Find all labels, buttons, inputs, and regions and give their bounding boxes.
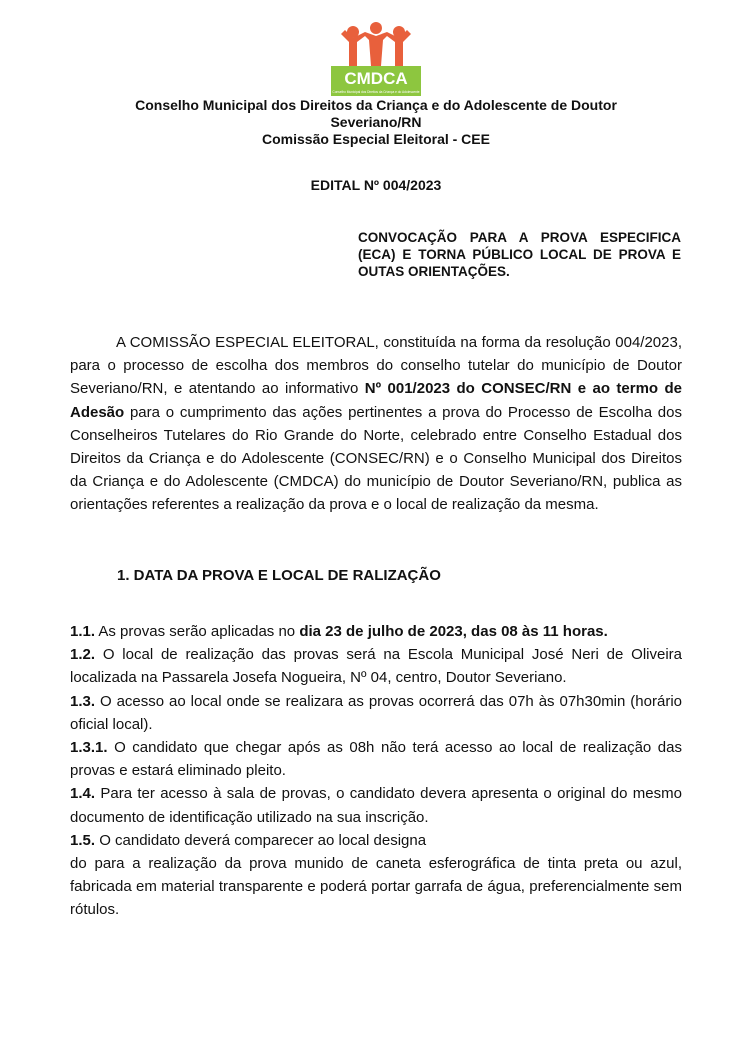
- item-number: 1.3.1.: [70, 739, 108, 757]
- convocacao-subject: CONVOCAÇÃO PARA A PROVA ESPECIFICA (ECA) E TORNA PÚBLICO LOCAL DE PROVA E OUTAS ORIENTAÇÕES.: [358, 230, 681, 279]
- item-number: 1.5.: [70, 831, 96, 849]
- document-header: [70, 97, 682, 148]
- header-line-3: Comissão Especial Eleitoral - CEE: [262, 131, 490, 147]
- edital-number: EDITAL Nº 004/2023: [310, 177, 442, 193]
- item-text: O acesso ao local onde se realizara as provas ocorrerá das 07h às 07h30min (horário oficial local).: [70, 692, 682, 733]
- item-text: Para ter acesso à sala de provas, o candidato devera apresenta o original do mesmo documento de identificação utilizado na sua inscrição.: [70, 785, 682, 826]
- item-1-2: [70, 643, 682, 689]
- item-1-4: [70, 782, 682, 828]
- section-1-title: 1. DATA DA PROVA E LOCAL DE RALIZAÇÃO: [117, 567, 441, 584]
- intro-text-a: A COMISSÃO ESPECIAL ELEITORAL, constituída na forma da resolução 004/2023, para o processo de escolha dos membros do conselho tutelar do município de Doutor Severiano/RN, e atentando ao informativo: [70, 334, 682, 398]
- item-text: As provas serão aplicadas no: [95, 623, 300, 640]
- item-1-5-continued: do para a realização da prova munido de caneta esferográfica de tinta preta ou azul, fabricada em material transparente e poderá portar garrafa de água, preferencialmente sem rótulos.: [70, 855, 682, 919]
- item-1-1: [70, 620, 682, 643]
- intro-text-bold: Nº 001/2023 do CONSEC/RN e ao termo de Adesão: [70, 380, 683, 421]
- cmdca-logo: [331, 22, 421, 96]
- item-number: 1.3.: [70, 692, 96, 710]
- item-1-3-1: [70, 736, 682, 782]
- svg-text:Conselho Municipal dos Direito: Conselho Municipal dos Direitos da Criança e do Adolescente: [332, 90, 420, 94]
- item-text: O candidato deverá comparecer ao local designa: [95, 831, 427, 849]
- item-1-3: [70, 690, 682, 736]
- item-text: O local de realização das provas será na Escola Municipal José Neri de Oliveira localizada na Passarela Josefa Nogueira, Nº 04, centro, Doutor Severiano.: [70, 646, 682, 687]
- item-number: 1.2.: [70, 646, 96, 664]
- item-1-5: [70, 829, 682, 852]
- svg-text:CMDCA: CMDCA: [344, 69, 408, 88]
- item-text-bold: dia 23 de julho de 2023, das 08 às 11 horas.: [299, 623, 608, 640]
- intro-text-c: para o cumprimento das ações pertinentes a prova do Processo de Escolha dos Conselheiros Tutelares do Rio Grande do Norte, celebrado entre Conselho Estadual dos Direitos da Criança e do Adolescente (CONSEC/RN) e o Conselho Municipal dos Direitos da Criança e do Adolescente (CMDCA) do município de Doutor Severiano/RN, publica as orientações referentes a realização da prova e o local de realização da mesma.: [70, 403, 682, 514]
- section-1-items: [70, 620, 682, 922]
- header-line-1: Conselho Municipal dos Direitos da Criança e do Adolescente de Doutor: [135, 97, 617, 113]
- header-line-2: Severiano/RN: [330, 114, 422, 130]
- item-number: 1.1.: [70, 623, 96, 640]
- intro-paragraph: [70, 331, 682, 517]
- item-text: O candidato que chegar após as 08h não terá acesso ao local de realização das provas e estará eliminado pleito.: [70, 739, 682, 780]
- item-number: 1.4.: [70, 785, 96, 803]
